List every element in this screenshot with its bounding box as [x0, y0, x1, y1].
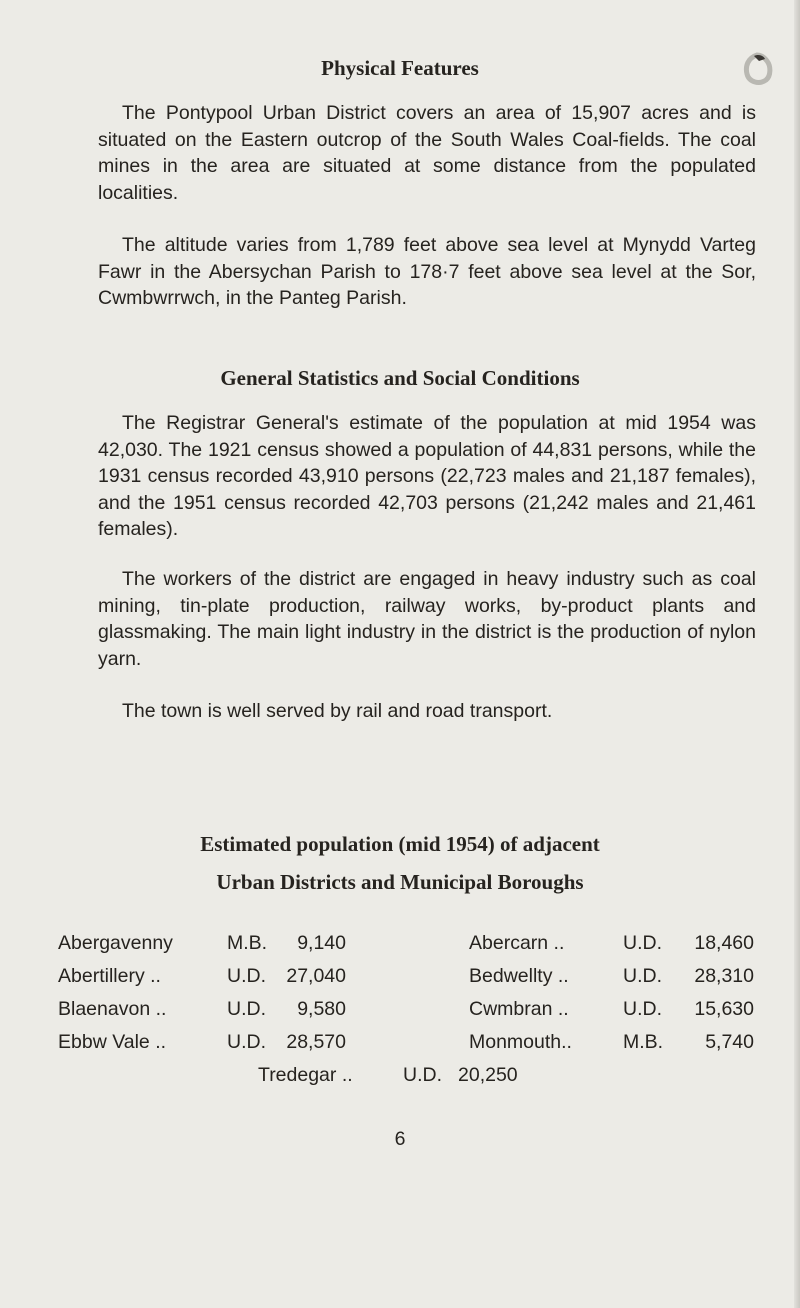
district-population: 28,570: [286, 1031, 346, 1053]
physical-features-paragraph-2: [98, 232, 756, 312]
district-name: Abertillery ..: [58, 965, 161, 987]
district-population: 28,310: [694, 965, 754, 987]
paragraph-text: The town is well served by rail and road transport.: [122, 700, 553, 722]
district-population: 20,250: [458, 1064, 518, 1086]
district-population: 18,460: [694, 932, 754, 954]
district-type: U.D.: [623, 998, 662, 1020]
table-row: [0, 932, 800, 958]
district-name: Blaenavon ..: [58, 998, 167, 1020]
district-name: Tredegar ..: [258, 1064, 353, 1086]
district-type: M.B.: [227, 932, 268, 954]
table-row: [0, 998, 800, 1024]
district-type: U.D.: [403, 1064, 442, 1086]
district-population: 27,040: [286, 965, 346, 987]
paragraph-text: The workers of the district are engaged in heavy industry such as coal mining, tin-plate production, railway works, by-product plants and glassmaking. The main light industry in the district is the production of nylon yarn.: [98, 568, 756, 670]
table-row: [0, 965, 800, 991]
paragraph-text: The Registrar General's estimate of the population at mid 1954 was 42,030. The 1921 census showed a population of 44,831 persons, while the 1931 census recorded 43,910 persons (22,723 males and 21,187 females), and the 1951 census recorded 42,703 persons (21,242 males and 21,461 females).: [98, 412, 756, 540]
district-name: Cwmbran ..: [469, 998, 569, 1020]
district-population: 9,140: [297, 932, 346, 954]
physical-features-paragraph-1: [98, 100, 756, 206]
page-edge-shadow: [794, 0, 800, 1308]
table-row: [0, 1064, 800, 1090]
district-population: 9,580: [297, 998, 346, 1020]
district-type: U.D.: [623, 932, 662, 954]
table-row: [0, 1031, 800, 1057]
district-type: U.D.: [227, 965, 266, 987]
district-name: Ebbw Vale ..: [58, 1031, 167, 1053]
district-name: Abercarn ..: [469, 932, 565, 954]
page-number: 6: [394, 1128, 406, 1150]
district-name: Monmouth..: [469, 1031, 572, 1053]
district-type: U.D.: [227, 1031, 266, 1053]
district-type: U.D.: [623, 965, 662, 987]
punch-hole-mark-icon: [740, 52, 774, 88]
district-population: 5,740: [705, 1031, 754, 1053]
physical-features-heading: Physical Features: [321, 56, 479, 80]
general-statistics-heading: General Statistics and Social Conditions: [220, 366, 580, 390]
district-name: Abergavenny: [58, 932, 173, 954]
general-statistics-paragraph-1: [98, 410, 756, 543]
general-statistics-paragraph-2: [98, 566, 756, 672]
district-population: 15,630: [694, 998, 754, 1020]
paragraph-text: The Pontypool Urban District covers an area of 15,907 acres and is situated on the Eastern outcrop of the South Wales Coal-fields. The coal mines in the area are situated at some distance from the populated localities.: [98, 102, 756, 204]
general-statistics-paragraph-3: [98, 698, 756, 725]
district-type: U.D.: [227, 998, 266, 1020]
population-table-title-line-1: Estimated population (mid 1954) of adjacent: [200, 832, 600, 856]
paragraph-text: The altitude varies from 1,789 feet above sea level at Mynydd Varteg Fawr in the Abersychan Parish to 178·7 feet above sea level at the Sor, Cwmbwrrwch, in the Panteg Parish.: [98, 234, 756, 309]
district-name: Bedwellty ..: [469, 965, 569, 987]
population-table-title-line-2: Urban Districts and Municipal Boroughs: [216, 870, 584, 894]
district-type: M.B.: [623, 1031, 664, 1053]
